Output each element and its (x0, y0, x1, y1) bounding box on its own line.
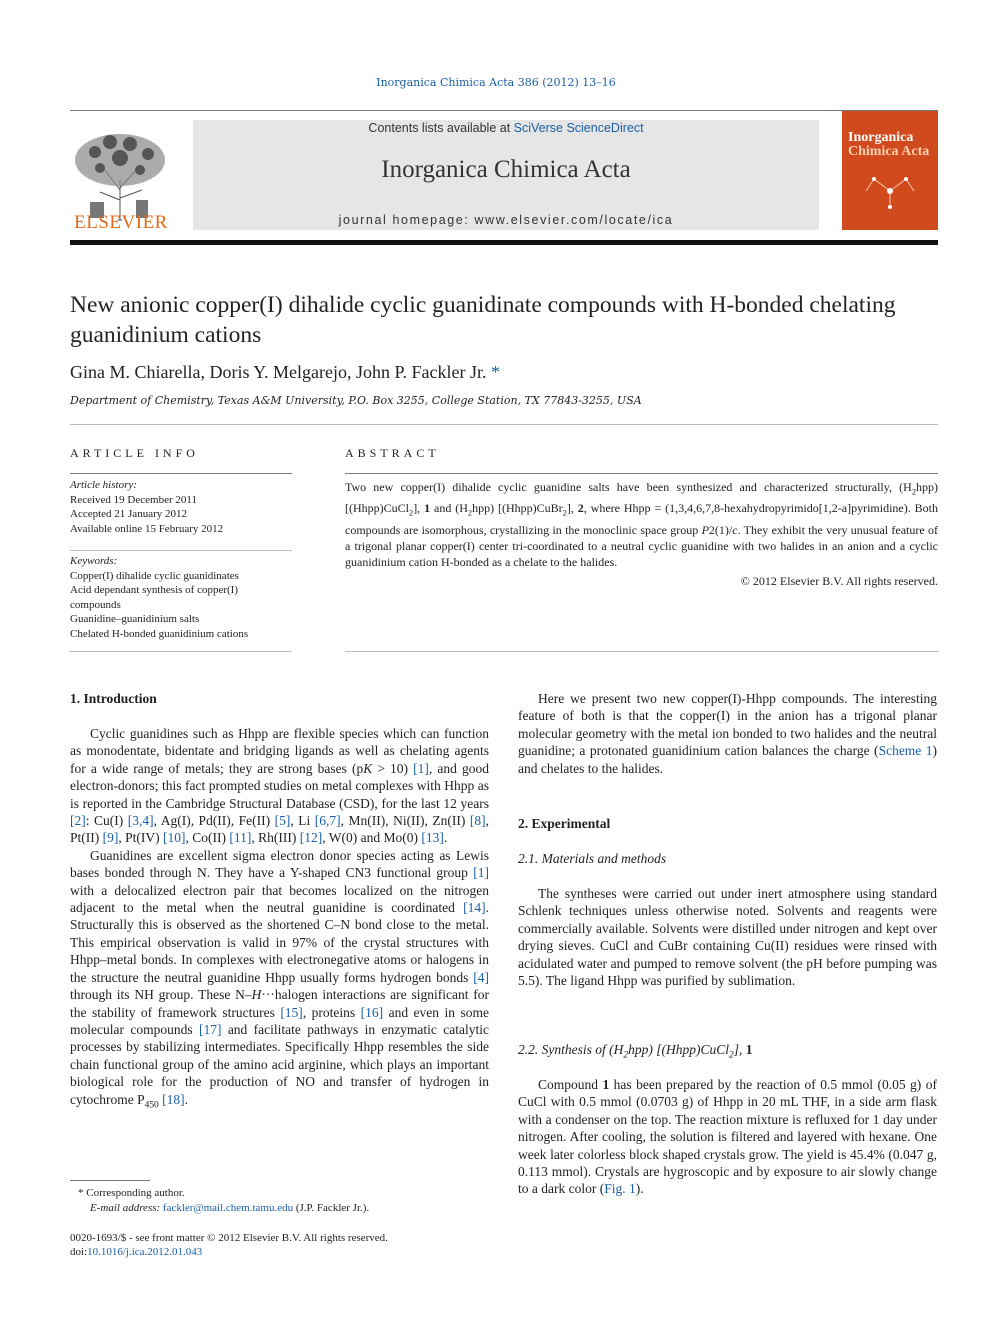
keyword-item: Copper(I) dihalide cyclic guanidinates (70, 569, 239, 582)
header-rule-thick (70, 240, 938, 245)
keywords: Keywords: Copper(I) dihalide cyclic guanidinates Acid dependant synthesis of copper(I) compounds Guanidine–guanidinium salts Chelated H-bonded guanidinium cations (70, 554, 292, 641)
abstract-rule (345, 473, 938, 474)
journal-cover-thumbnail (842, 111, 938, 230)
materials-body: The syntheses were carried out under inert atmosphere using standard Schlenk techniques unless otherwise noted. Solvents and reagents were commercially available. Solvents were distilled under nitrogen and kept over drying sieves. CuCl and CuBr containing Cu(II) residues were rinsed with acidulated water and pumped to remove solvent (the pH before pumping was 5.5). The ligand Hhpp was purified by sublimation. (518, 886, 937, 989)
corresponding-footnote: * Corresponding author. E-mail address: fackler@mail.chem.tamu.edu (J.P. Fackler Jr.). (78, 1187, 370, 1214)
journal-citation[interactable]: Inorganica Chimica Acta 386 (2012) 13–16 (376, 76, 616, 89)
article-info-bottom-rule (70, 651, 292, 652)
section-experimental-heading: 2. Experimental (518, 816, 611, 831)
header-rule-top (70, 110, 938, 111)
keyword-item: Guanidine–guanidinium salts (70, 613, 200, 625)
cover-title-line2: Chimica Acta (848, 144, 930, 159)
author-affiliation: Department of Chemistry, Texas A&M University, P.O. Box 3255, College Station, TX 77843-3255, USA (70, 394, 642, 407)
contents-line: Contents lists available at SciVerse ScienceDirect (368, 121, 644, 135)
journal-banner (193, 120, 819, 230)
author-list: Gina M. Chiarella, Doris Y. Melgarejo, John P. Fackler Jr. * (70, 362, 500, 382)
abstract-bottom-rule (345, 651, 938, 652)
cover-title-line1: Inorganica (848, 130, 914, 145)
footnote-rule (70, 1180, 150, 1181)
introduction-continued: Here we present two new copper(I)-Hhpp compounds. The interesting feature of both is that the copper(I) in the anion has a trigonal planar molecular geometry with the metal ion bonded to two halides and the neutral guanidine; a protonated guanidinium cation balances the charge (Scheme 1) and chelates to the halides. (518, 691, 937, 776)
title-rule (70, 424, 938, 425)
journal-homepage[interactable]: journal homepage: www.elsevier.com/locate/ica (338, 213, 674, 227)
author-email-link[interactable]: fackler@mail.chem.tamu.edu (162, 1201, 294, 1214)
subsection-synthesis-heading: 2.2. Synthesis of $(H_2hpp)$ [(Hhpp)CuCl$_2$], 1 (518, 1042, 753, 1061)
section-introduction-heading: 1. Introduction (70, 691, 157, 706)
abstract-heading: ABSTRACT (345, 446, 440, 460)
doi-line: doi:10.1016/j.ica.2012.01.043 (70, 1246, 203, 1258)
keyword-item: Acid dependant synthesis of copper(I) (70, 584, 239, 596)
synthesis-body: Compound 1 has been prepared by the reaction of 0.5 mmol (0.05 g) of CuCl with 0.5 mmol (0.0703 g) of Hhpp in 20 mL THF, in a side arm flask with a condenser on the top. The reaction mixture is refluxed for 1 day under nitrogen. After cooling, the solution is filtered and layered with hexane. One week later colorless block shaped crystals grow. The yield is 45.4% (0.047 g, 0.113 mmol). Crystals are hygroscopic and by exposure to air slowly change to a dark color (Fig. 1). (518, 1077, 937, 1197)
article-title: New anionic copper(I) dihalide cyclic guanidinate compounds with H-bonded chelating guanidinium cations (70, 292, 896, 348)
journal-title: Inorganica Chimica Acta (381, 156, 631, 183)
keyword-item: Chelated H-bonded guanidinium cations (70, 627, 249, 640)
article-info-heading: ARTICLE INFO (70, 446, 199, 460)
corresponding-author-mark[interactable]: * (490, 362, 500, 382)
keywords-rule (70, 550, 292, 551)
abstract-copyright: © 2012 Elsevier B.V. All rights reserved. (740, 574, 938, 588)
doi-link[interactable]: 10.1016/j.ica.2012.01.043 (87, 1246, 203, 1258)
article-info-rule (70, 473, 292, 474)
keyword-item: compounds (70, 598, 121, 611)
issn-line: 0020-1693/$ - see front matter © 2012 Elsevier B.V. All rights reserved. (70, 1232, 388, 1244)
sciencedirect-link[interactable]: SciVerse ScienceDirect (513, 121, 644, 135)
cover-molecule-icon (862, 171, 918, 211)
article-history: Article history: Received 19 December 2011 Accepted 21 January 2012 Available online 15 February 2012 (70, 479, 224, 535)
introduction-body: Cyclic guanidines such as Hhpp are flexible species which can function as monodentate, bidentate and bridging ligands as well as chelating agents for a wide range of metals; they are strong bases (pK > 10) [1], and good electron-donors; this fact prompted studies on metal complexes with Hhpp as is reported in the Cambridge Structural Database (CSD), for the last 12 years [2]: Cu(I) [3,4], Ag(I), Pd(II), Fe(II) [5], Li [6,7], Mn(II), Ni(II), Zn(II) [8], Pt(II) [9], Pt(IV) [10], Co(II) [11], Rh(III) [12], W(0) and Mo(0) [13]. Guanidines are excellent sigma electron donor species acting as Lewis bases bonded through N. They have a Y-shaped CN3 functional group [1] with a delocalized electron pair that becomes localized on the nitrogen adjacent to the metal when the neutral guanidine is coordinated [14]. Structurally this is observed as the shortened C–N bond close to the metal. This empirical observation is valid in 97% of the crystal structures with Hhpp–metal bonds. In complexes with electronegative atoms or halogens in the structure the neutral guanidine Hhpp usually forms hydrogen bonds [4] through its NH group. These N–H···halogen interactions are significant for the stability of framework structures [15], proteins [16] and even in some molecular compounds [17] and facilitate pathways in enzymatic catalytic processes by stabilizing intermediates. Specifically Hhpp resembles the side chain functional group of the amino acid arginine, which plays an important biological role for the production of NO and transfer of hydrogen in cytochrome $P_{450}$ [18]. (70, 726, 490, 1111)
elsevier-wordmark: ELSEVIER (74, 212, 168, 233)
subsection-materials-heading: 2.1. Materials and methods (518, 851, 667, 866)
abstract-body: Two new copper(I) dihalide cyclic guanidine salts have been synthesized and characterized structurally, $(H_2hpp)$ [(Hhpp)CuCl$_2$], 1 and $(H_2hpp)$ [(Hhpp)CuBr$_2$], 2, where Hhpp = (1,3,4,6,7,8-hexahydropyrimido[1,2-a]pyrimidine). Both compounds are isomorphous, crystallizing in the monoclinic space group P2(1)/c. They exhibit the very unusual feature of a trigonal planar copper(I) center tri-coordinated to a neutral cyclic guanidine with two halides in an anion and a cyclic guanidinium cation H-bonded as a chelate to the halides. (345, 480, 938, 569)
